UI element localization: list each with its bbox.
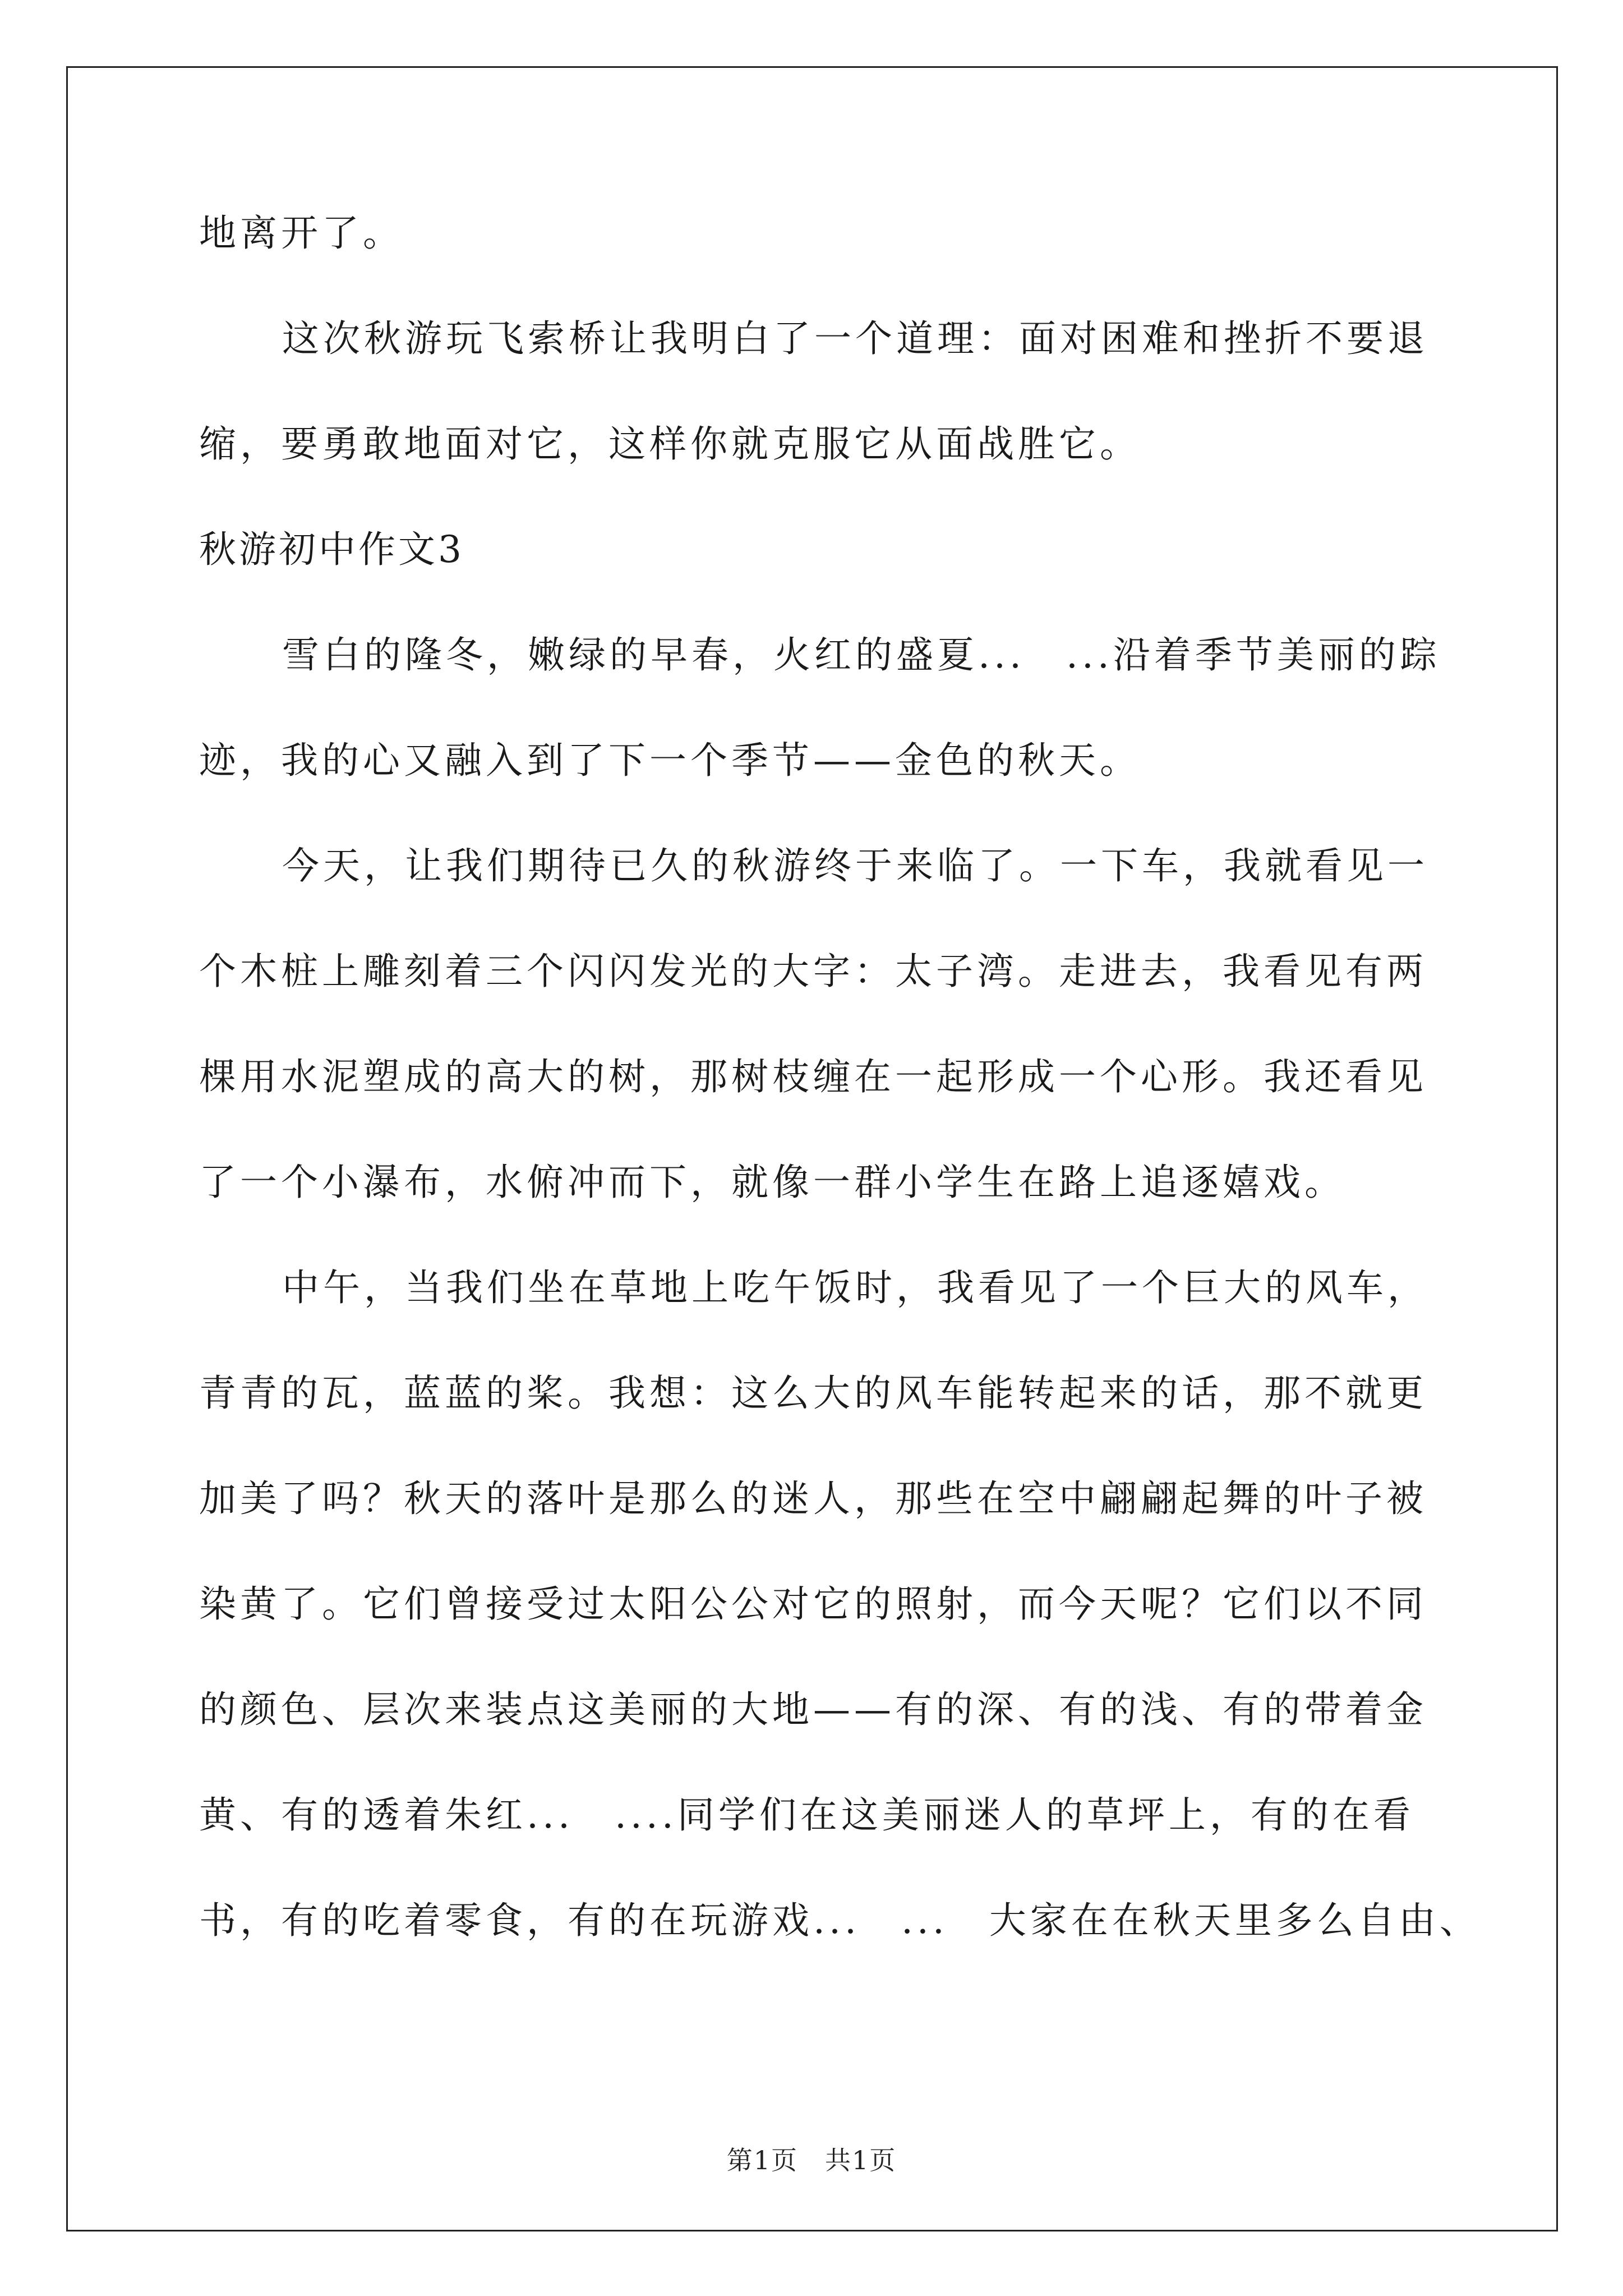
text-line: 迹，我的心又融入到了下一个季节——金色的秋天。 [199, 739, 1141, 782]
text-line: 个木桩上雕刻着三个闪闪发光的大字：太子湾。走进去，我看见有两 [199, 950, 1427, 993]
page-number-footer: 第1页 共1页 [726, 2145, 897, 2175]
essay-heading: 秋游初中作文3 [199, 528, 464, 571]
paragraph-first-line: 雪白的隆冬，嫩绿的早春，火红的盛夏... ...沿着季节美丽的踪 [282, 633, 1441, 677]
text-line: 棵用水泥塑成的高大的树，那树枝缠在一起形成一个心形。我还看见 [199, 1055, 1427, 1098]
text-line: 的颜色、层次来装点这美丽的大地——有的深、有的浅、有的带着金 [199, 1688, 1427, 1731]
paragraph-first-line: 这次秋游玩飞索桥让我明白了一个道理：面对困难和挫折不要退 [282, 317, 1428, 360]
text-line: 染黄了。它们曾接受过太阳公公对它的照射，而今天呢？它们以不同 [199, 1582, 1427, 1626]
document-body [199, 211, 1481, 2006]
text-line: 青青的瓦，蓝蓝的桨。我想：这么大的风车能转起来的话，那不就更 [199, 1372, 1427, 1415]
text-line: 黄、有的透着朱红... ....同学们在这美丽迷人的草坪上，有的在看 [199, 1793, 1414, 1837]
text-line: 加美了吗？秋天的落叶是那么的迷人，那些在空中翩翩起舞的叶子被 [199, 1477, 1427, 1520]
text-line: 了一个小瀑布，水俯冲而下，就像一群小学生在路上追逐嬉戏。 [199, 1161, 1345, 1204]
text-line: 地离开了。 [199, 211, 404, 255]
text-line: 书，有的吃着零食，有的在玩游戏... ... 大家在在秋天里多么自由、 [199, 1899, 1481, 1942]
paragraph-first-line: 中午，当我们坐在草地上吃午饭时，我看见了一个巨大的风车， [282, 1266, 1428, 1309]
text-line: 缩，要勇敢地面对它，这样你就克服它从面战胜它。 [199, 422, 1141, 466]
paragraph-first-line: 今天，让我们期待已久的秋游终于来临了。一下车，我就看见一 [282, 844, 1428, 887]
